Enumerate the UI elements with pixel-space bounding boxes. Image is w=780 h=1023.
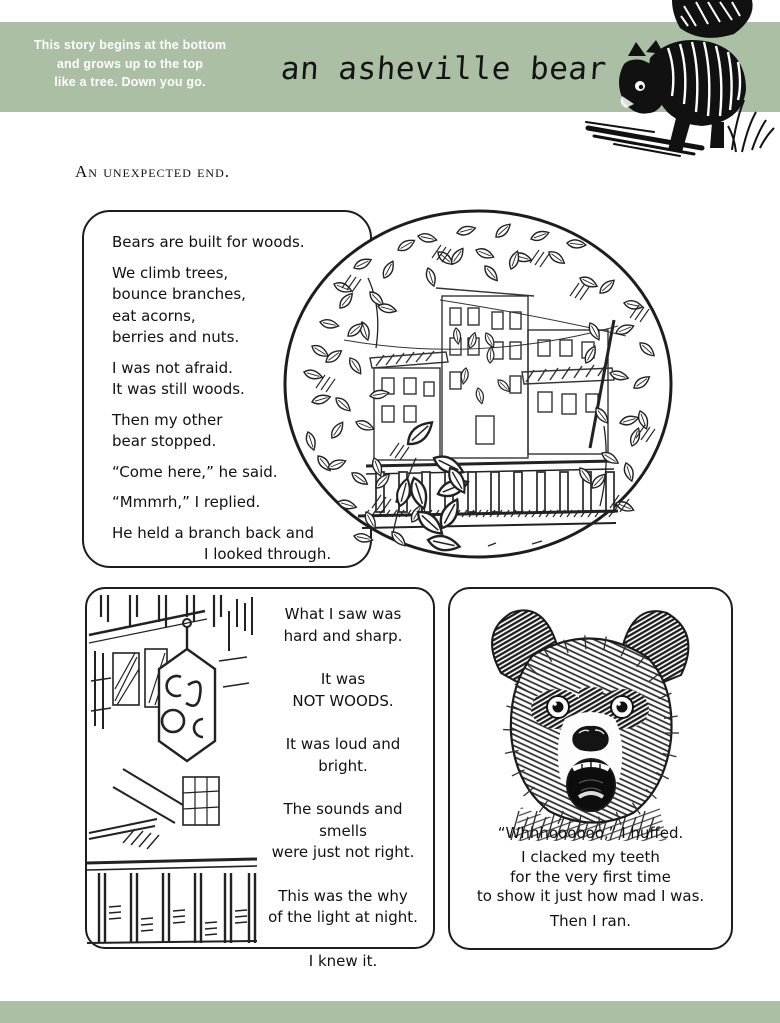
story-line: NOT WOODS. bbox=[292, 691, 394, 710]
story-line: bounce branches, bbox=[112, 285, 246, 303]
story-line: I knew it. bbox=[308, 951, 378, 970]
header-bear-woodcut-illustration bbox=[584, 0, 780, 158]
story-line: He held a branch back and bbox=[112, 523, 314, 542]
story-line: bear stopped. bbox=[112, 432, 217, 450]
story-line: I looked through. bbox=[204, 545, 332, 563]
story-paragraph bbox=[259, 951, 427, 973]
oval-buildings-illustration bbox=[280, 206, 676, 562]
story-text-bottom-right bbox=[450, 824, 731, 937]
story-paragraph bbox=[450, 824, 731, 844]
story-line: It was bbox=[320, 670, 366, 688]
story-line: I was not afraid. bbox=[112, 358, 233, 377]
story-line: I clacked my teeth bbox=[521, 848, 660, 866]
story-paragraph bbox=[259, 669, 427, 712]
story-line: It was still woods. bbox=[112, 380, 245, 398]
story-paragraph bbox=[450, 848, 731, 907]
story-line: for the very first time bbox=[510, 867, 671, 886]
story-line: of the light at night. bbox=[268, 908, 418, 926]
story-line: Bears are built for woods. bbox=[112, 233, 305, 251]
story-line: Then my other bbox=[112, 410, 223, 429]
header-note-line: This story begins at the bottom bbox=[33, 38, 227, 52]
city-closeup-illustration bbox=[87, 591, 257, 949]
bear-face-illustration bbox=[461, 593, 721, 841]
story-line: What I saw was bbox=[284, 605, 402, 623]
header-note-line: like a tree. Down you go. bbox=[54, 75, 206, 89]
page-title: an asheville bear bbox=[279, 51, 609, 87]
story-line: This was the why bbox=[278, 886, 408, 905]
story-paragraph bbox=[259, 799, 427, 864]
story-line: “Come here,” he said. bbox=[112, 462, 278, 481]
story-line: “Whhhoooooo,” I huffed. bbox=[497, 823, 684, 842]
story-line: It was loud and bright. bbox=[285, 735, 401, 775]
header-note bbox=[10, 36, 250, 92]
story-line: to show it just how mad I was. bbox=[476, 887, 705, 905]
story-paragraph bbox=[259, 886, 427, 929]
story-line: The sounds and smells bbox=[283, 800, 403, 840]
story-line: We climb trees, bbox=[112, 263, 229, 282]
story-line: “Mmmrh,” I replied. bbox=[112, 493, 261, 511]
story-paragraph bbox=[259, 604, 427, 647]
panel-bottom-right bbox=[448, 587, 733, 950]
story-paragraph bbox=[450, 912, 731, 932]
header-note-line: and grows up to the top bbox=[56, 56, 204, 71]
section-heading: An unexpected end. bbox=[75, 162, 231, 181]
story-line: Then I ran. bbox=[550, 911, 631, 930]
story-line: berries and nuts. bbox=[112, 328, 240, 346]
panel-bottom-left bbox=[85, 587, 435, 970]
story-paragraph bbox=[259, 734, 427, 777]
story-line: were just not right. bbox=[271, 843, 415, 861]
story-text-bottom-left bbox=[259, 604, 427, 994]
story-line: hard and sharp. bbox=[283, 626, 403, 645]
story-line: eat acorns, bbox=[112, 306, 196, 325]
footer-band bbox=[0, 1001, 780, 1023]
